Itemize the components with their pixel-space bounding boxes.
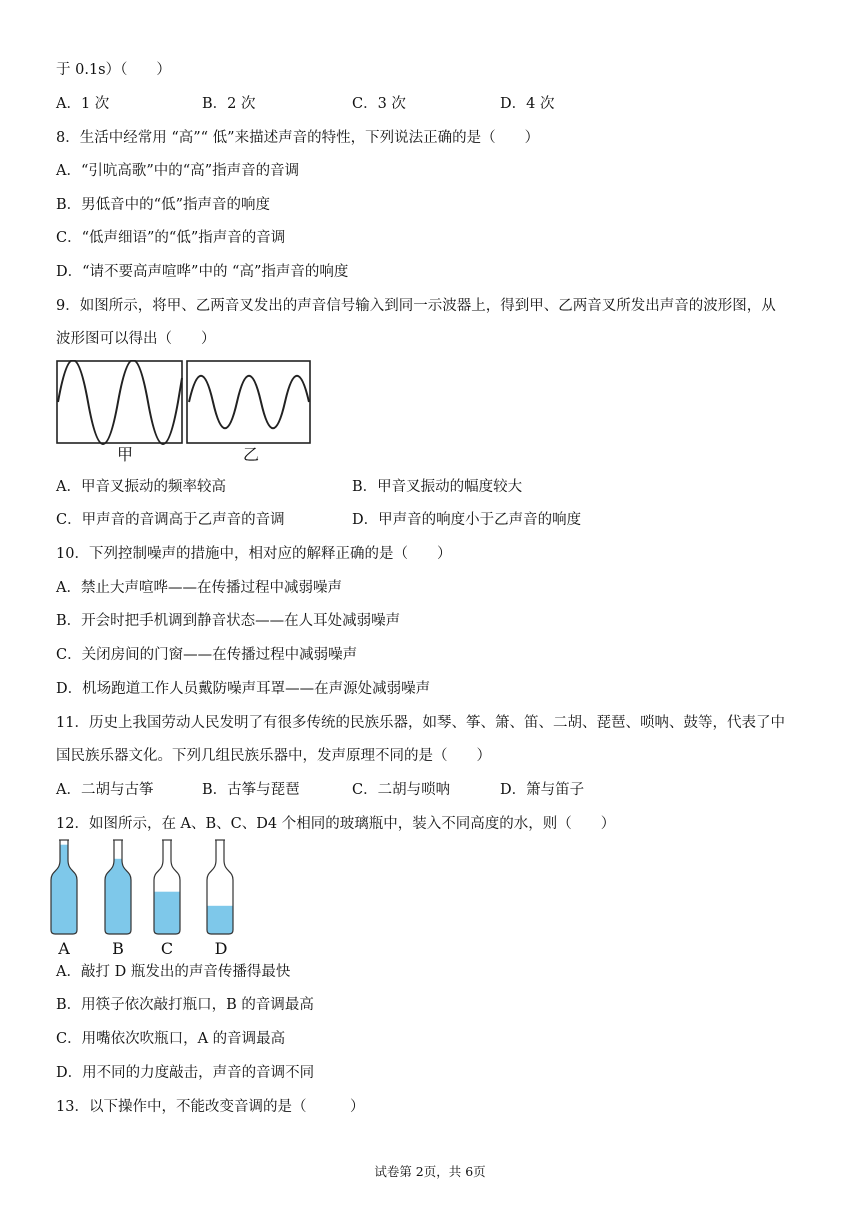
q12-option-d: D．用不同的力度敲击，声音的音调不同: [56, 1065, 315, 1081]
q9-stem-line2: 波形图可以得出（ ）: [56, 331, 216, 347]
q11-option-d: D．箫与笛子: [500, 782, 585, 798]
q8-stem: 8．生活中经常用 “高”“ 低”来描述声音的特性，下列说法正确的是（ ）: [56, 130, 540, 146]
q9-option-b: B．甲音叉振动的幅度较大: [352, 479, 523, 495]
q8-option-a: A．“引吭高歌”中的“高”指声音的音调: [56, 163, 300, 179]
page-footer: 试卷第 2页，共 6页: [374, 1164, 486, 1179]
q7-option-a: A．1 次: [56, 96, 110, 112]
q13-stem: 13．以下操作中，不能改变音调的是（ ）: [56, 1099, 365, 1115]
q11-stem-line2: 国民族乐器文化。下列几组民族乐器中，发声原理不同的是（ ）: [56, 748, 491, 764]
q12-option-b: B．用筷子依次敲打瓶口，B 的音调最高: [56, 997, 314, 1013]
bottles-figure: [44, 838, 244, 938]
q12-option-a: A．敲打 D 瓶发出的声音传播得最快: [56, 964, 291, 980]
q7-option-d: D．4 次: [500, 96, 555, 112]
q12-stem: 12．如图所示，在 A、B、C、D4 个相同的玻璃瓶中，装入不同高度的水，则（ ）: [56, 816, 616, 832]
waveform-figure: [56, 360, 314, 446]
q9-option-c: C．甲声音的音调高于乙声音的音调: [56, 512, 285, 528]
q12-option-c: C．用嘴依次吹瓶口，A 的音调最高: [56, 1031, 286, 1047]
bottle-label-b: B: [112, 939, 124, 958]
waveform-label-jia: 甲: [116, 445, 133, 464]
q11-option-c: C．二胡与唢呐: [352, 782, 451, 798]
bottle-label-c: C: [160, 939, 174, 958]
waveform-jia-frame: [57, 361, 182, 443]
q11-option-b: B．古筝与琵琶: [202, 782, 300, 798]
q8-option-b: B．男低音中的“低”指声音的响度: [56, 197, 270, 213]
q8-option-c: C．“低声细语”的“低”指声音的音调: [56, 230, 286, 246]
waveform-yi-frame: [187, 361, 310, 443]
q11-stem-line1: 11．历史上我国劳动人民发明了有很多传统的民族乐器，如琴、筝、箫、笛、二胡、琵琶、唢呐、鼓等，代表了中: [56, 715, 785, 731]
q9-option-a: A．甲音叉振动的频率较高: [56, 479, 226, 495]
q10-option-c: C．关闭房间的门窗——在传播过程中减弱噪声: [56, 647, 358, 663]
bottle-water-c: [154, 892, 180, 934]
bottle-water-d: [207, 906, 233, 934]
q11-option-a: A．二胡与古筝: [56, 782, 154, 798]
bottle-label-a: A: [58, 939, 70, 958]
waveform-jia: [58, 360, 182, 444]
q7-option-c: C．3 次: [352, 96, 406, 112]
bottle-water-a: [51, 845, 77, 934]
q7-option-b: B．2 次: [202, 96, 256, 112]
waveform-label-yi: 乙: [242, 445, 259, 464]
q10-stem: 10．下列控制噪声的措施中，相对应的解释正确的是（ ）: [56, 546, 452, 562]
q10-option-d: D．机场跑道工作人员戴防噪声耳罩——在声源处减弱噪声: [56, 681, 431, 697]
waveform-yi: [189, 376, 309, 429]
q10-option-a: A．禁止大声喧哗——在传播过程中减弱噪声: [56, 580, 342, 596]
bottle-water-b: [105, 859, 131, 934]
q9-stem-line1: 9．如图所示，将甲、乙两音叉发出的声音信号输入到同一示波器上，得到甲、乙两音叉所发出声音的波形图，从: [56, 298, 776, 314]
q10-option-b: B．开会时把手机调到静音状态——在人耳处减弱噪声: [56, 613, 401, 629]
q9-option-d: D．甲声音的响度小于乙声音的响度: [352, 512, 582, 528]
q8-option-d: D．“请不要高声喧哗”中的 “高”指声音的响度: [56, 264, 349, 280]
bottle-label-d: D: [214, 939, 228, 958]
q7-stem-continuation: 于 0.1s）（ ）: [56, 62, 171, 78]
